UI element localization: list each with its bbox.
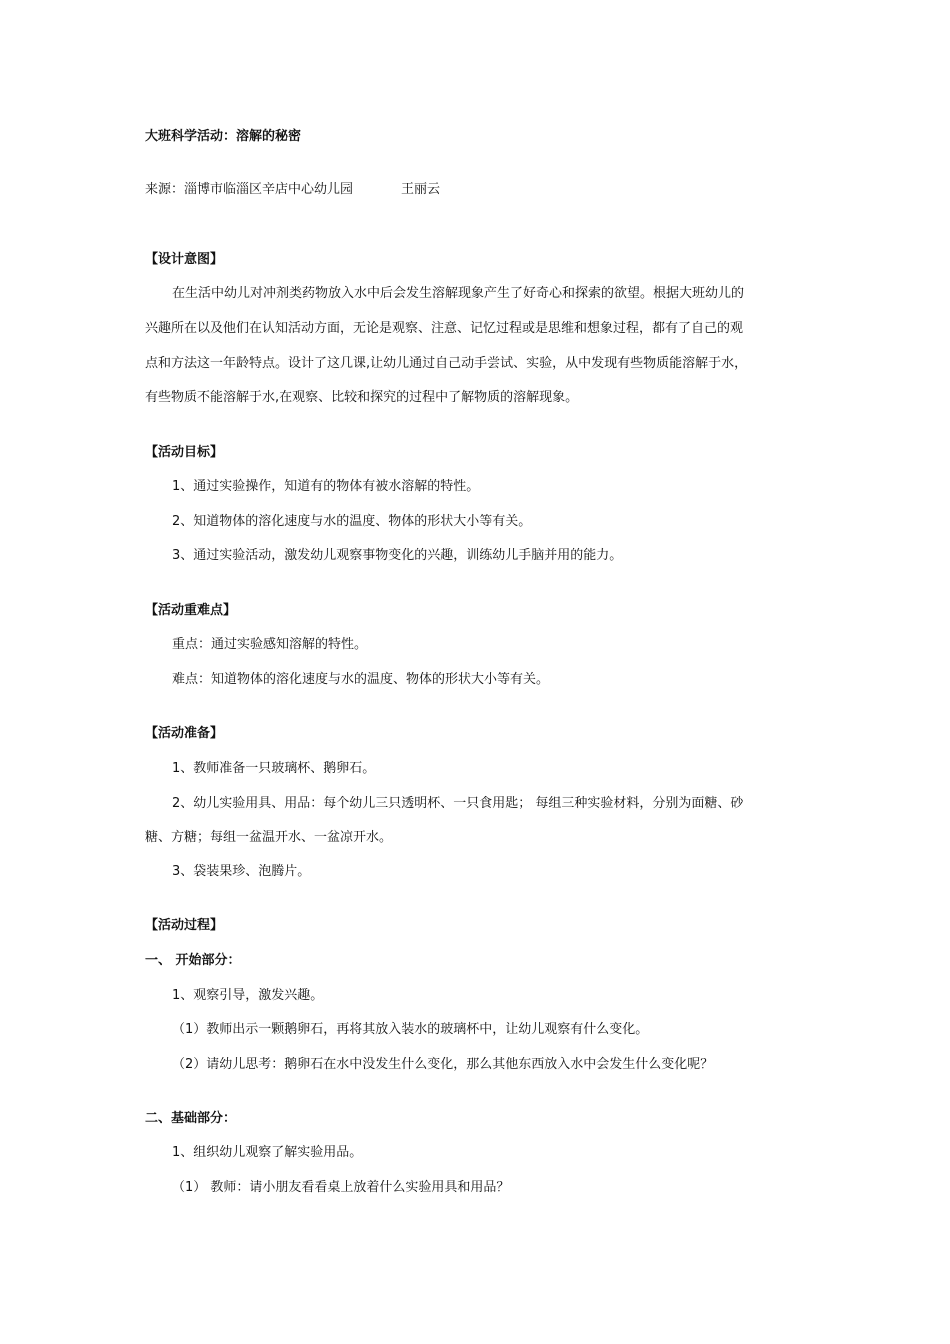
prep-item-2-line-1: 2、幼儿实验用具、用品：每个幼儿三只透明杯、一只食用匙； 每组三种实验材料，分别为面糖、砂 bbox=[172, 796, 744, 811]
part1-sub-1: （1）教师出示一颗鹅卵石，再将其放入装水的玻璃杯中，让幼儿观察有什么变化。 bbox=[172, 1022, 649, 1037]
document-title: 大班科学活动：溶解的秘密 bbox=[145, 129, 302, 144]
goals-heading: 【活动目标】 bbox=[145, 445, 224, 460]
goal-item-1: 1、通过实验操作，知道有的物体有被水溶解的特性。 bbox=[172, 479, 480, 494]
design-heading: 【设计意图】 bbox=[145, 252, 224, 267]
source-label: 来源：淄博市临淄区辛店中心幼儿园 bbox=[145, 182, 354, 197]
part1-heading: 一、 开始部分： bbox=[145, 953, 241, 968]
part2-heading: 二、基础部分： bbox=[145, 1111, 237, 1126]
design-text-line-2: 兴趣所在以及他们在认知活动方面，无论是观察、注意、记忆过程或是思维和想象过程，都有了自己的观 bbox=[145, 321, 744, 336]
key-point-difficulty: 难点：知道物体的溶化速度与水的温度、物体的形状大小等有关。 bbox=[172, 672, 550, 687]
goal-item-3: 3、通过实验活动，激发幼儿观察事物变化的兴趣，训练幼儿手脑并用的能力。 bbox=[172, 548, 623, 563]
key-point-focus: 重点：通过实验感知溶解的特性。 bbox=[172, 637, 368, 652]
prep-item-2-line-2: 糖、方糖；每组一盆温开水、一盆凉开水。 bbox=[145, 830, 393, 845]
prep-item-3: 3、袋装果珍、泡腾片。 bbox=[172, 864, 311, 879]
design-text-line-1: 在生活中幼儿对冲剂类药物放入水中后会发生溶解现象产生了好奇心和探索的欲望。根据大班幼儿的 bbox=[172, 286, 745, 301]
part1-sub-2: （2）请幼儿思考：鹅卵石在水中没发生什么变化，那么其他东西放入水中会发生什么变化呢？ bbox=[172, 1057, 714, 1072]
process-heading: 【活动过程】 bbox=[145, 918, 224, 933]
prep-heading: 【活动准备】 bbox=[145, 726, 224, 741]
design-text-line-4: 有些物质不能溶解于水,在观察、比较和探究的过程中了解物质的溶解现象。 bbox=[145, 390, 579, 405]
author-name: 王丽云 bbox=[401, 182, 441, 197]
source-line bbox=[145, 182, 440, 198]
goal-item-2: 2、知道物体的溶化速度与水的温度、物体的形状大小等有关。 bbox=[172, 514, 532, 529]
design-text-line-3: 点和方法这一年龄特点。设计了这几课,让幼儿通过自己动手尝试、实验，从中发现有些物质能溶解于水， bbox=[145, 356, 748, 371]
part2-sub-1: （1） 教师：请小朋友看看桌上放着什么实验用具和用品？ bbox=[172, 1180, 510, 1195]
part2-step-1: 1、组织幼儿观察了解实验用品。 bbox=[172, 1145, 363, 1160]
key-points-heading: 【活动重难点】 bbox=[145, 603, 237, 618]
part1-step-1: 1、观察引导，激发兴趣。 bbox=[172, 988, 324, 1003]
prep-item-1: 1、教师准备一只玻璃杯、鹅卵石。 bbox=[172, 761, 376, 776]
